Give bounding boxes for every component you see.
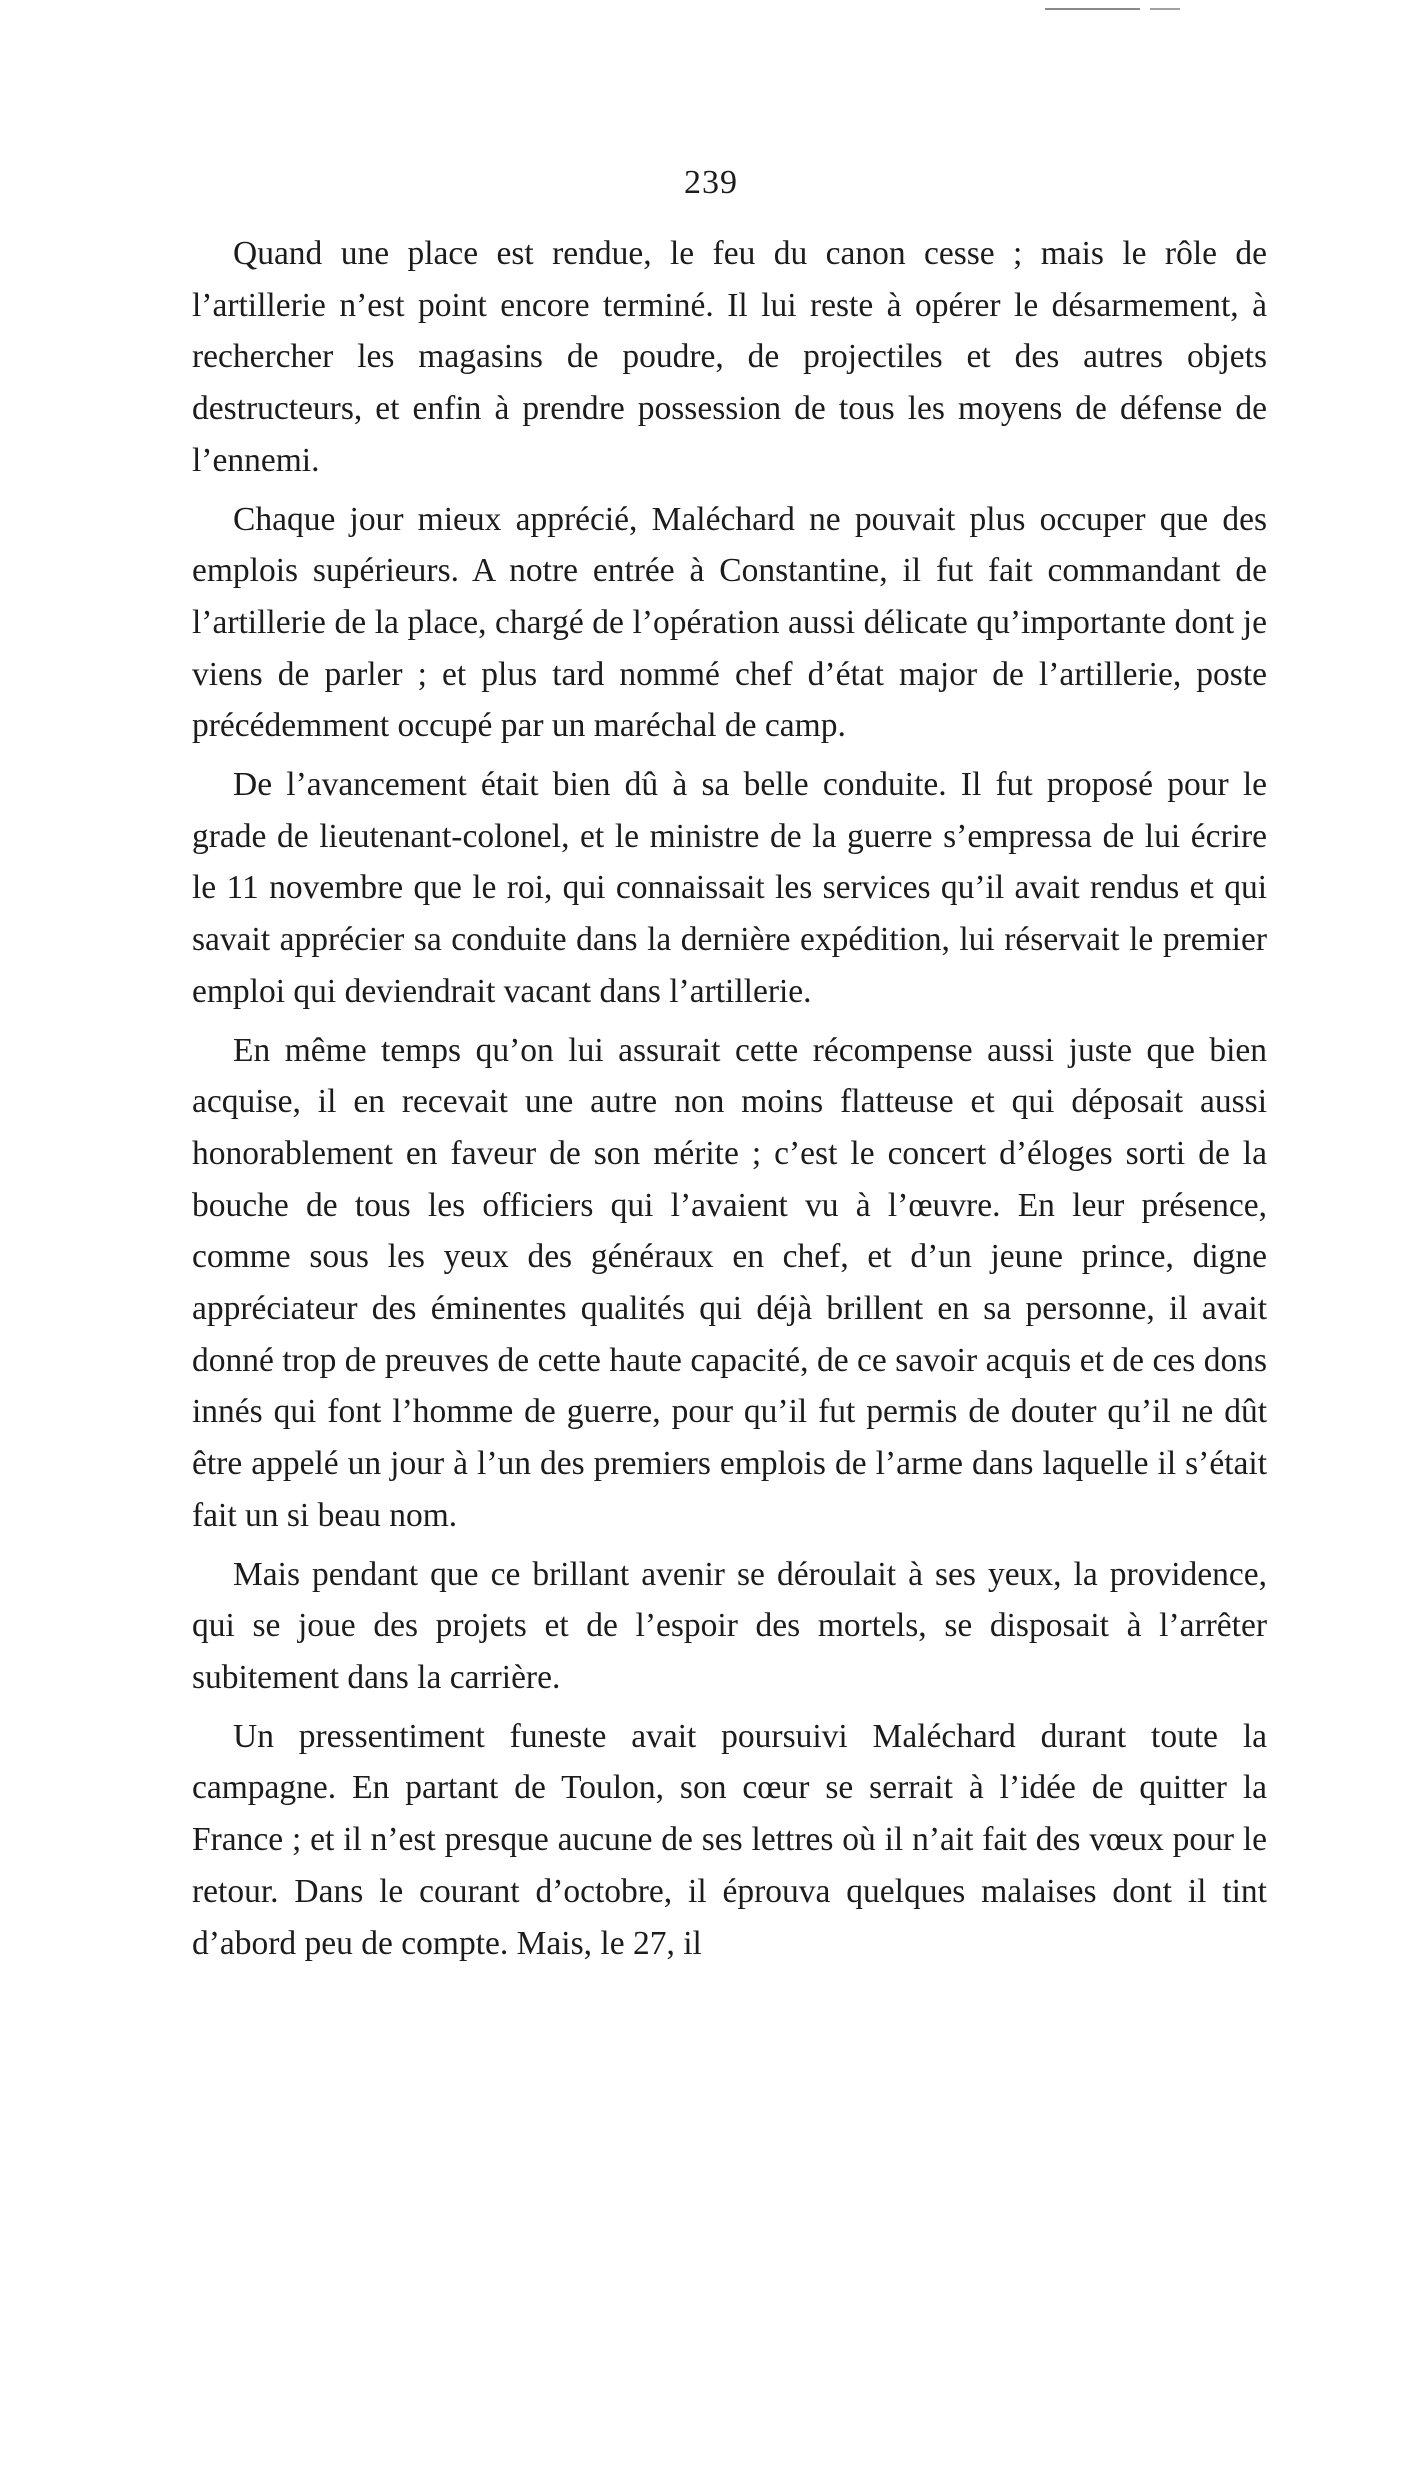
paragraph-3: De l’avancement était bien dû à sa belle conduite. Il fut proposé pour le grade de lieutenant-colonel, et le ministre de la guerre s’empressa de lui écrire le 11 novembre que le roi, qui connaissait les services qu’il avait rendus et qui savait apprécier sa conduite dans la dernière expédition, lui réservait le premier emploi qui deviendrait vacant dans l’artillerie. <box>192 766 1267 1010</box>
page-number: 239 <box>684 164 738 201</box>
paragraph-4: En même temps qu’on lui assurait cette récompense aussi juste que bien acquise, il en recevait une autre non moins flatteuse et qui déposait aussi honorablement en faveur de son mérite ; c’est le concert d’éloges sorti de la bouche de tous les officiers qui l’avaient vu à l’œuvre. En leur présence, comme sous les yeux des généraux en chef, et d’un jeune prince, digne appréciateur des éminentes qualités qui déjà brillent en sa personne, il avait donné trop de preuves de cette haute capacité, de ce savoir acquis et de ces dons innés qui font l’homme de guerre, pour qu’il fut permis de douter qu’il ne dût être appelé un jour à l’un des premiers emplois de l’arme dans laquelle il s’était fait un si beau nom. <box>192 1031 1267 1534</box>
paragraph-1: Quand une place est rendue, le feu du canon cesse ; mais le rôle de l’artillerie n’est point encore terminé. Il lui reste à opérer le désarmement, à rechercher les magasins de poudre, de projectiles et des autres objets destructeurs, et enfin à prendre possession de tous les moyens de défense de l’ennemi. <box>192 235 1267 479</box>
paragraph-6: Un pressentiment funeste avait poursuivi Maléchard durant toute la campagne. En partant de Toulon, son cœur se serrait à l’idée de quitter la France ; et il n’est presque aucune de ses lettres où il n’ait fait des vœux pour le retour. Dans le courant d’octobre, il éprouva quelques malaises dont il tint d’abord peu de compte. Mais, le 27, il <box>192 1717 1267 1962</box>
body-text <box>192 228 1267 1976</box>
top-edge-rule-short <box>1150 8 1180 10</box>
paragraph-2: Chaque jour mieux apprécié, Maléchard ne pouvait plus occuper que des emplois supérieurs. A notre entrée à Constantine, il fut fait commandant de l’artillerie de la place, chargé de l’opération aussi délicate qu’importante dont je viens de parler ; et plus tard nommé chef d’état major de l’artillerie, poste précédemment occupé par un maréchal de camp. <box>192 500 1267 745</box>
paragraph-5: Mais pendant que ce brillant avenir se déroulait à ses yeux, la providence, qui se joue des projets et de l’espoir des mortels, se disposait à l’arrêter subitement dans la carrière. <box>192 1555 1267 1696</box>
top-edge-rule <box>1045 8 1140 10</box>
